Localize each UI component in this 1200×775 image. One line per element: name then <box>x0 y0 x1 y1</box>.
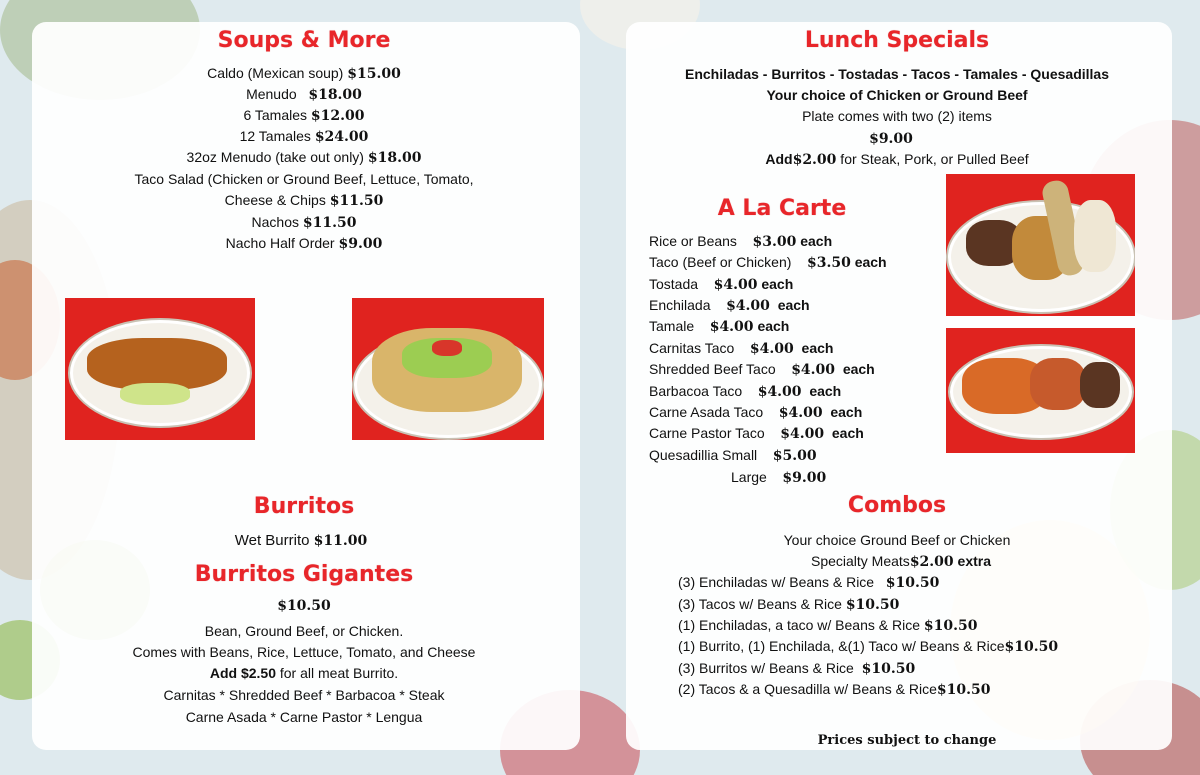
menu-item: Rice or Beans $3.00 each <box>649 233 833 250</box>
plate-combo-photo <box>946 174 1135 316</box>
description-line: Add$2.00 for Steak, Pork, or Pulled Beef <box>765 151 1029 168</box>
nachos-photo <box>352 298 544 440</box>
menu-item: Barbacoa Taco $4.00 each <box>649 383 842 400</box>
menu-item: Taco (Beef or Chicken) $3.50 each <box>649 254 887 271</box>
combos-heading: Combos <box>847 493 947 518</box>
combo-item: (3) Burritos w/ Beans & Rice $10.50 <box>678 660 916 677</box>
gigantes-price: $10.50 <box>277 598 331 614</box>
description-line: Carnitas * Shredded Beef * Barbacoa * Steak <box>163 687 445 703</box>
burritos-heading: Burritos <box>253 494 355 519</box>
menu-item: Carne Asada Taco $4.00 each <box>649 404 863 421</box>
menu-item: Nacho Half Order $9.00 <box>225 235 383 252</box>
enchilada-plate-photo <box>946 328 1135 453</box>
menu-item: Taco Salad (Chicken or Ground Beef, Lettuce, Tomato, <box>134 171 474 187</box>
menu-item: Tamale $4.00 each <box>649 318 790 335</box>
menu-item: Caldo (Mexican soup) $15.00 <box>207 65 401 82</box>
burrito-photo <box>65 298 255 440</box>
description-line: Your choice Ground Beef or Chicken <box>783 532 1011 548</box>
description-line: Add $2.50 for all meat Burrito. <box>209 665 399 681</box>
menu-item: Cheese & Chips $11.50 <box>224 192 384 209</box>
description-line: Specialty Meats$2.00 extra <box>810 553 992 570</box>
combo-item: (1) Enchiladas, a taco w/ Beans & Rice $10.50 <box>678 617 978 634</box>
menu-item: Carnitas Taco $4.00 each <box>649 340 834 357</box>
menu-item: 12 Tamales $24.00 <box>239 128 369 145</box>
description-line: Carne Asada * Carne Pastor * Lengua <box>185 709 423 725</box>
menu-item: Carne Pastor Taco $4.00 each <box>649 425 864 442</box>
lunch-specials-heading: Lunch Specials <box>804 28 990 53</box>
menu-item: Large $9.00 <box>731 469 827 486</box>
menu-item: Shredded Beef Taco $4.00 each <box>649 361 875 378</box>
combo-item: (3) Tacos w/ Beans & Rice $10.50 <box>678 596 900 613</box>
description-line: Enchiladas - Burritos - Tostadas - Tacos - Tamales - Quesadillas <box>684 66 1110 82</box>
description-line: Bean, Ground Beef, or Chicken. <box>204 623 404 639</box>
menu-item: Nachos $11.50 <box>251 214 357 231</box>
menu-item: Tostada $4.00 each <box>649 276 794 293</box>
combo-item: (2) Tacos & a Quesadilla w/ Beans & Rice$10.50 <box>678 681 991 698</box>
menu-item: Menudo $18.00 <box>246 86 362 103</box>
burritos-gigantes-heading: Burritos Gigantes <box>194 562 414 587</box>
menu-item: Quesadillia Small $5.00 <box>649 447 817 464</box>
menu-item: 32oz Menudo (take out only) $18.00 <box>186 149 422 166</box>
description-line: Plate comes with two (2) items <box>802 108 992 124</box>
soups-heading: Soups & More <box>217 28 391 53</box>
menu-item: Wet Burrito $11.00 <box>234 532 368 549</box>
lunch-price: $9.00 <box>869 131 913 147</box>
description-line: Comes with Beans, Rice, Lettuce, Tomato, and Cheese <box>132 644 476 660</box>
combo-item: (3) Enchiladas w/ Beans & Rice $10.50 <box>678 574 940 591</box>
a-la-carte-heading: A La Carte <box>717 196 847 221</box>
description-line: Your choice of Chicken or Ground Beef <box>766 87 1028 103</box>
menu-item: Enchilada $4.00 each <box>649 297 810 314</box>
menu-item: 6 Tamales $12.00 <box>243 107 365 124</box>
combo-item: (1) Burrito, (1) Enchilada, &(1) Taco w/ Beans & Rice$10.50 <box>678 638 1059 655</box>
footer-note: Prices subject to change <box>817 733 997 748</box>
